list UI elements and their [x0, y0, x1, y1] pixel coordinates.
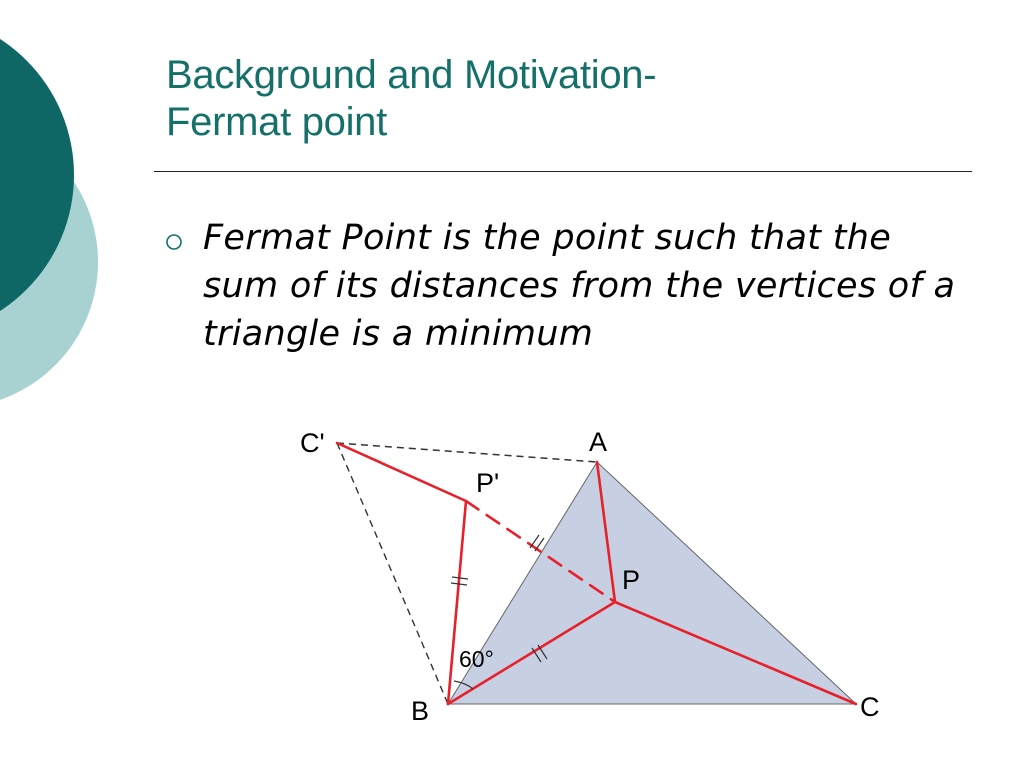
bullet-text: Fermat Point is the point such that the sum of its distances from the vertices of a triangle is a minimum [203, 218, 956, 354]
label-angle-60: 60° [459, 646, 494, 672]
slide-title-line1: Background and Motivation- [166, 53, 657, 97]
label-c-prime: C' [300, 428, 325, 458]
label-a: A [589, 427, 608, 457]
label-p-prime: P' [476, 468, 500, 498]
dashed-line-cprime-b [337, 443, 448, 704]
segment-pprime-b [448, 501, 466, 704]
slide-title-line2: Fermat point [166, 100, 387, 144]
label-p: P [622, 565, 641, 595]
label-b: B [411, 696, 430, 726]
label-c: C [860, 692, 880, 722]
